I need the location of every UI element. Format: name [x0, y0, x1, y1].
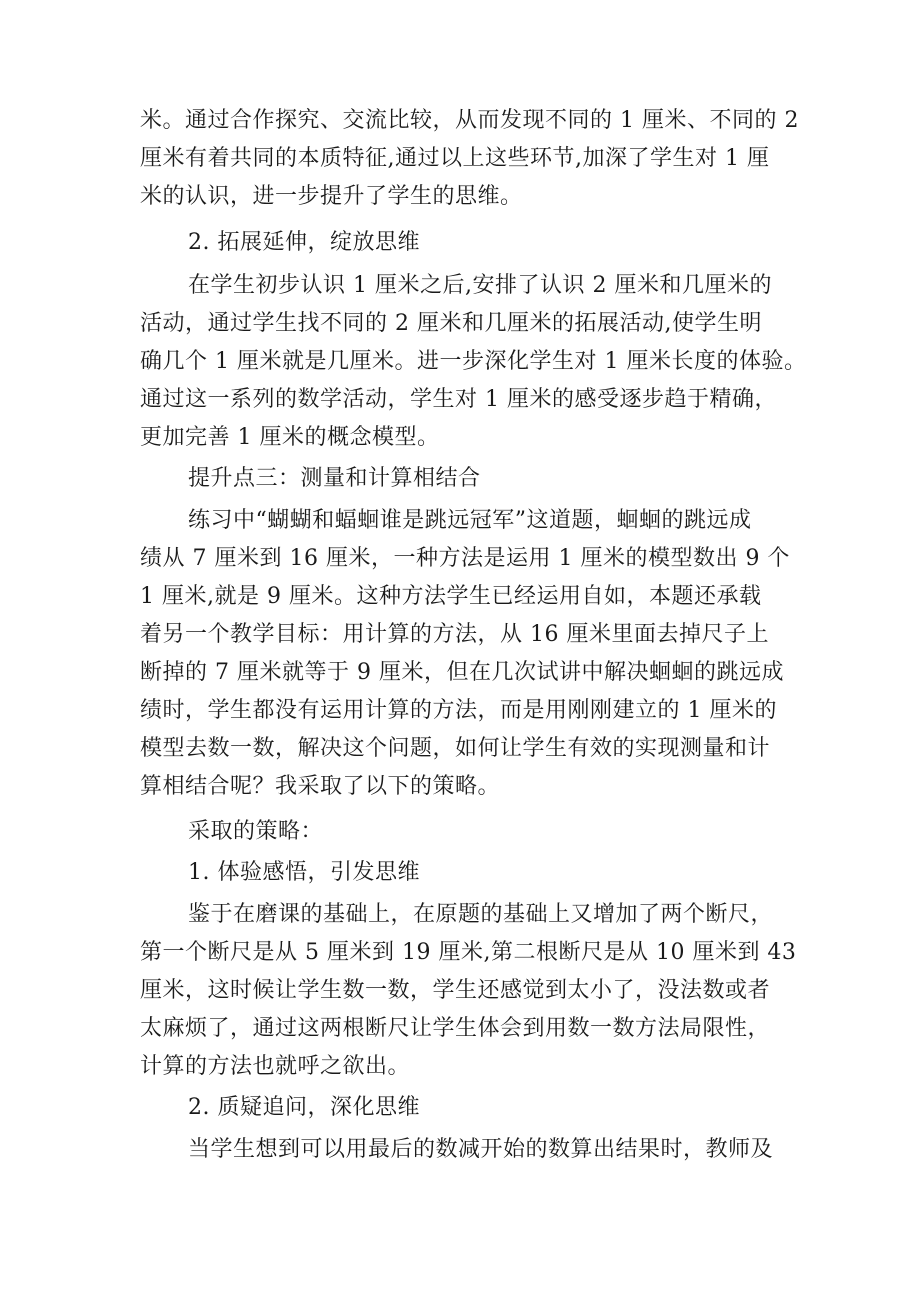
- section-heading: 提升点三：测量和计算相结合: [188, 466, 481, 491]
- text-line: 确几个 1 厘米就是几厘米。进一步深化学生对 1 厘米长度的体验。: [140, 349, 807, 374]
- text-line: 鉴于在磨课的基础上，在原题的基础上又增加了两个断尺，: [188, 902, 774, 927]
- text-line: 1 厘米,就是 9 厘米。这种方法学生已经运用自如，本题还承载: [140, 584, 762, 609]
- section-heading: 1. 体验感悟，引发思维: [188, 860, 420, 885]
- text-line: 在学生初步认识 1 厘米之后,安排了认识 2 厘米和几厘米的: [188, 273, 772, 298]
- text-line: 厘米有着共同的本质特征,通过以上这些环节,加深了学生对 1 厘: [140, 146, 770, 171]
- text-line: 练习中“蝴蝴和蝠蛔谁是跳远冠军”这道题，蛔蛔的跳远成: [188, 508, 752, 533]
- text-line: 当学生想到可以用最后的数减开始的数算出结果时，教师及: [188, 1137, 774, 1162]
- text-line: 米的认识，进一步提升了学生的思维。: [140, 184, 523, 209]
- text-line: 着另一个教学目标：用计算的方法，从 16 厘米里面去掉尺子上: [140, 622, 769, 647]
- text-line: 活动，通过学生找不同的 2 厘米和几厘米的拓展活动,使学生明: [140, 311, 762, 336]
- section-heading: 采取的策略：: [188, 819, 324, 844]
- text-line: 绩从 7 厘米到 16 厘米，一种方法是运用 1 厘米的模型数出 9 个: [140, 546, 790, 571]
- text-line: 断掉的 7 厘米就等于 9 厘米，但在几次试讲中解决蛔蛔的跳远成: [140, 660, 784, 685]
- text-line: 绩时，学生都没有运用计算的方法，而是用刚刚建立的 1 厘米的: [140, 698, 777, 723]
- text-line: 算相结合呢？我采取了以下的策略。: [140, 774, 501, 799]
- text-line: 模型去数一数，解决这个问题，如何让学生有效的实现测量和计: [140, 736, 771, 761]
- text-line: 米。通过合作探究、交流比较，从而发现不同的 1 厘米、不同的 2: [140, 108, 799, 133]
- text-line: 更加完善 1 厘米的概念模型。: [140, 425, 440, 450]
- section-heading: 2. 拓展延伸，绽放思维: [188, 230, 420, 255]
- section-heading: 2. 质疑追问，深化思维: [188, 1095, 420, 1120]
- text-line: 通过这一系列的数学活动，学生对 1 厘米的感受逐步趋于精确，: [140, 387, 777, 412]
- text-line: 太麻烦了，通过这两根断尺让学生体会到用数一数方法局限性，: [140, 1016, 771, 1041]
- text-line: 计算的方法也就呼之欲出。: [140, 1054, 411, 1079]
- text-line: 第一个断尺是从 5 厘米到 19 厘米,第二根断尺是从 10 厘米到 43: [140, 940, 797, 965]
- text-line: 厘米，这时候让学生数一数，学生还感觉到太小了，没法数或者: [140, 978, 771, 1003]
